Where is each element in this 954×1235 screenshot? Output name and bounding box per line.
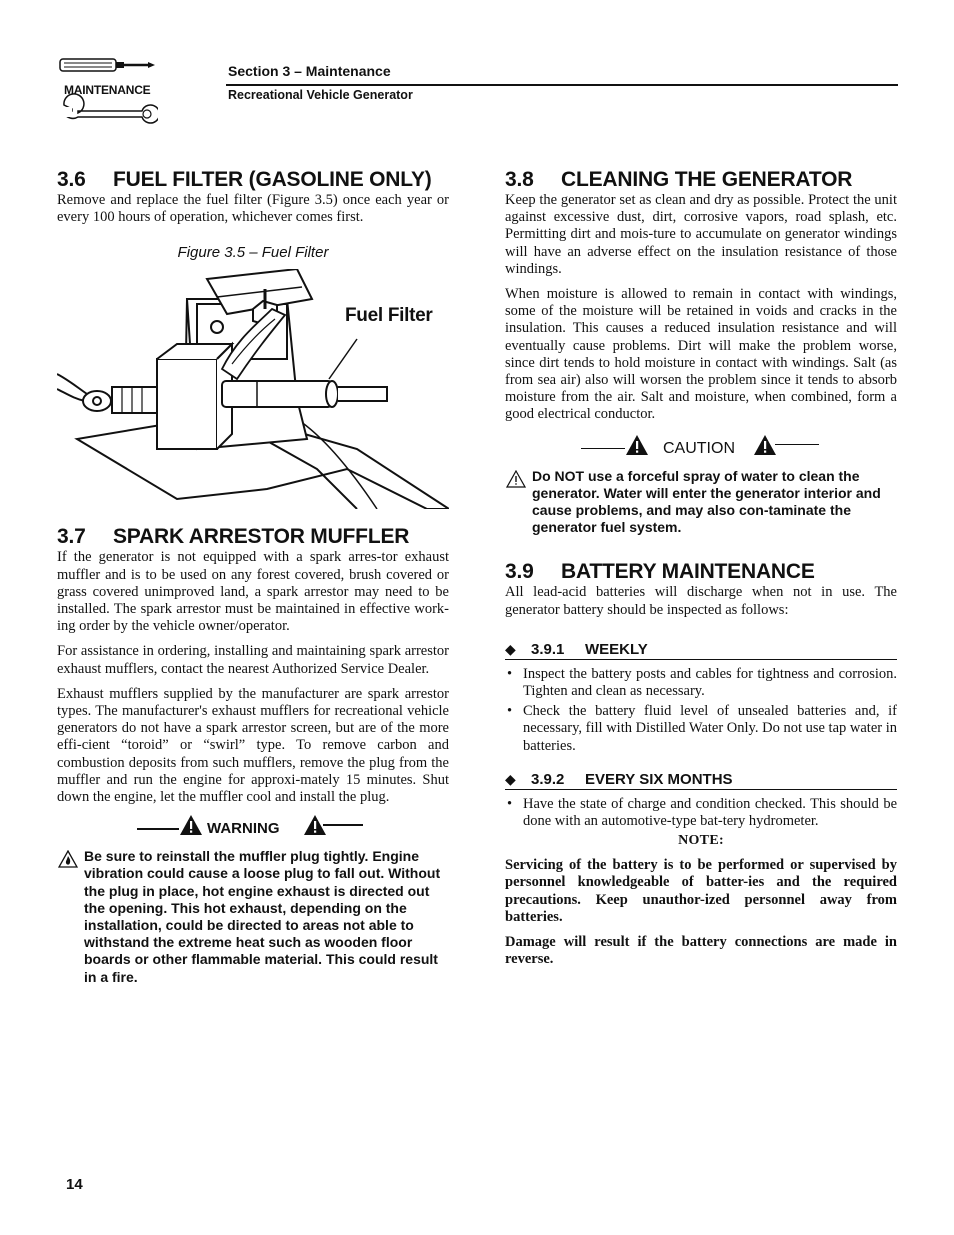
fuel-filter-figure bbox=[57, 269, 449, 509]
figure-label-fuel-filter: Fuel Filter bbox=[345, 305, 433, 327]
diamond-bullet-icon: ◆ bbox=[505, 770, 516, 787]
heading-3-7: 3.7 SPARK ARRESTOR MUFFLER bbox=[57, 525, 410, 549]
heading-3-9-2: ◆ 3.9.2 EVERY SIX MONTHS bbox=[505, 771, 897, 790]
warning-message bbox=[57, 848, 449, 986]
maintenance-logo bbox=[58, 55, 158, 131]
header-rule bbox=[226, 84, 898, 86]
page-number: 14 bbox=[66, 1176, 83, 1193]
note-paragraph-1: Servicing of the battery is to be performed or supervised by personnel knowledgeable of batter-ies and the required precautions. Keep unauthor-ized personnel away from batteries. bbox=[505, 857, 897, 925]
list-item: • Check the battery fluid level of unsealed batteries and, if necessary, fill with Distilled Water Only. Do not use tap water in batteries. bbox=[507, 703, 897, 754]
heading-3-9: 3.9 BATTERY MAINTENANCE bbox=[505, 560, 815, 584]
caution-outline-icon bbox=[506, 470, 526, 488]
caution-word: CAUTION bbox=[663, 439, 735, 457]
weekly-list bbox=[505, 666, 897, 755]
right-column bbox=[505, 168, 897, 977]
warning-word: WARNING bbox=[207, 820, 280, 838]
caution-text: Do NOT use a forceful spray of water to clean the generator. Water will enter the generator interior and cause problems, and may also con-taminate the generator fuel system. bbox=[532, 467, 881, 536]
caution-triangle-icon bbox=[753, 434, 777, 456]
note-paragraph-2: Damage will result if the battery connections are made in reverse. bbox=[505, 934, 897, 968]
six-months-list bbox=[505, 796, 897, 830]
logo-text: MAINTENANCE bbox=[64, 83, 151, 97]
cleaning-p1: Keep the generator set as clean and dry as possible. Protect the unit against excessive dust, dirt, corrosive vapors, road splash, etc. Permitting dirt and mois-ture to accumulate on generator windings will have an adverse effect on the insulation resistance of those windings. bbox=[505, 192, 897, 277]
diamond-bullet-icon: ◆ bbox=[505, 640, 516, 657]
spark-arrestor-p1: If the generator is not equipped with a spark arres-tor exhaust muffler and is to be used on any forest covered, brush covered or grass covered unimproved land, a spark arrestor may need to be installed. The spark arrestor must be maintained in effective work-ing order by the vehicle owner/operator. bbox=[57, 549, 449, 635]
heading-3-9-1: ◆ 3.9.1 WEEKLY bbox=[505, 641, 897, 660]
note-title: NOTE: bbox=[678, 833, 724, 849]
fuel-filter-text: Remove and replace the fuel filter (Figure 3.5) once each year or every 100 hours of operation, whichever comes first. bbox=[57, 192, 449, 226]
left-column bbox=[57, 168, 449, 986]
warning-banner bbox=[57, 814, 449, 844]
warning-triangle-icon bbox=[179, 814, 203, 836]
caution-triangle-icon bbox=[625, 434, 649, 456]
caution-banner bbox=[505, 434, 897, 464]
cleaning-p2: When moisture is allowed to remain in contact with windings, some of the moisture will be retained in voids and cracks in the insulation. This causes a reduced insulation resistance and will eventually cause problems. Dirt will make the problem worse, since dirt tends to hold moisture in contact with windings. Salt (as from sea air) also will worsen the problem since it tends to absorb moisture from the air. Salt and moisture, when combined, form a good electrical conductor. bbox=[505, 286, 897, 423]
spark-arrestor-p3: Exhaust mufflers supplied by the manufacturer are spark arrestor types. The manufacturer's exhaust mufflers for recreational vehicle generators do not have a spark arrestor screen, but are of the more effi-cient “toroid” or “swirl” type. To remove carbon and combustion deposits from such mufflers, remove the plug from the muffler and run the engine for approxi-mately 15 minutes. Shut down the engine, let the muffler cool and install the plug. bbox=[57, 685, 449, 806]
section-subtitle: Recreational Vehicle Generator bbox=[228, 88, 413, 102]
fire-hazard-icon bbox=[58, 850, 78, 868]
spark-arrestor-p2: For assistance in ordering, installing and maintaining spark arrestor exhaust mufflers, contact the nearest Authorized Service Dealer. bbox=[57, 643, 449, 677]
battery-intro: All lead-acid batteries will discharge when not in use. The generator battery should be inspected as follows: bbox=[505, 584, 897, 618]
section-title: Section 3 – Maintenance bbox=[228, 63, 391, 79]
caution-message bbox=[505, 468, 897, 537]
heading-3-6: 3.6 FUEL FILTER (GASOLINE ONLY) bbox=[57, 168, 432, 191]
list-item: • Inspect the battery posts and cables for tightness and corrosion. Tighten and clean as necessary. bbox=[507, 665, 897, 700]
list-item: • Have the state of charge and condition checked. This should be done with an automotive-type bat-tery hydrometer. bbox=[507, 795, 897, 830]
figure-caption: Figure 3.5 – Fuel Filter bbox=[177, 244, 329, 262]
heading-3-8: 3.8 CLEANING THE GENERATOR bbox=[505, 168, 853, 191]
warning-text: Be sure to reinstall the muffler plug tightly. Engine vibration could cause a loose plug to fall out. Without the plug in place, hot engine exhaust is directed out the opening. This hot exhaust, depending on the installation, could be directed to areas not able to withstand the extreme heat such as wooden floor boards or other flammable material. This could result in a fire. bbox=[84, 848, 441, 985]
